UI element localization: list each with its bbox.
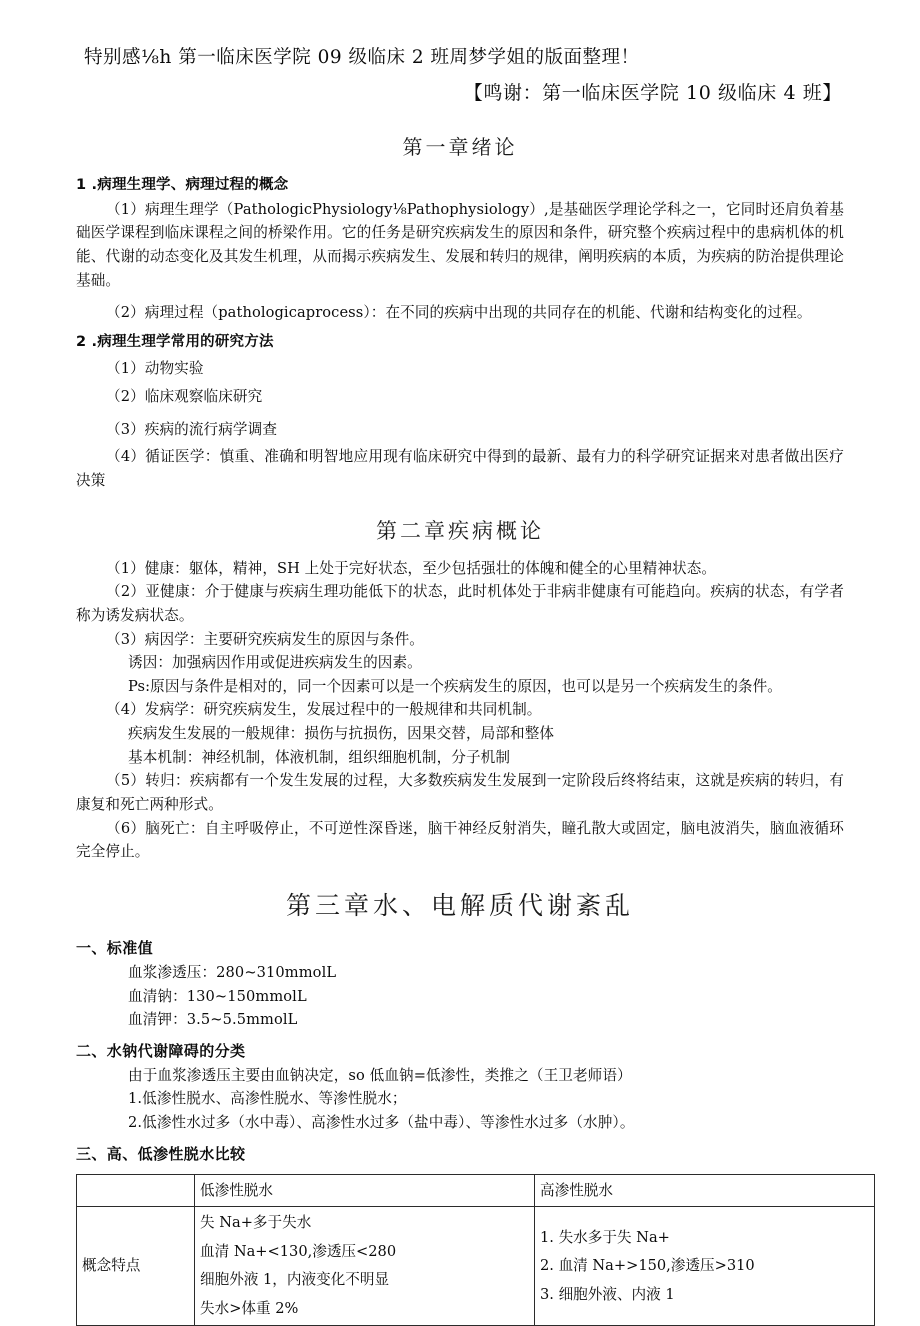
paragraph-2-6: （4）发病学：研究疾病发生，发展过程中的一般规律和共同机制。 [106, 701, 542, 719]
chapter-1-title: 第一章绪论 [402, 135, 518, 160]
paragraph-2-2: （2）亚健康：介于健康与疾病生理功能低下的状态，此时机体处于非病非健康有可能趋向。疾病的状态，有学者称为诱发病状态。 [76, 583, 844, 624]
section-heading-3-3: 三、高、低渗性脱水比较 [76, 1144, 246, 1163]
paragraph-2-4: 诱因：加强病因作用或促进疾病发生的因素。 [128, 654, 422, 672]
paragraph-3-2-2: 1.低渗性脱水、高渗性脱水、等渗性脱水； [128, 1090, 407, 1108]
table-row [77, 1207, 875, 1326]
comparison-table [76, 1174, 875, 1326]
cell-line: 3. 细胞外液、内液 1 [540, 1285, 675, 1303]
paragraph-1-2-3: （3）疾病的流行病学调查 [106, 420, 278, 438]
paragraph-1-1-1: （1）病理生理学（PathologicPhysiology⅛Pathophysiology）,是基础医学理论学科之一，它同时还肩负着基础医学课程到临床课程之间的桥梁作用。它的任务是研究疾病发生的原因和条件，研究整个疾病过程中的患病机体的机能、代谢的动态变化及其发生机理，从而揭示疾病发生、发展和转归的规律，阐明疾病的本质，为疾病的防治提供理论基础。 [76, 200, 844, 289]
chapter-3-title: 第三章水、电解质代谢紊乱 [285, 890, 634, 920]
chapter-2-title: 第二章疾病概论 [376, 518, 544, 543]
table-header-cell-hypertonic: 高渗性脱水 [535, 1174, 875, 1207]
paragraph-2-3: （3）病因学：主要研究疾病发生的原因与条件。 [106, 630, 424, 648]
table-cell-hypotonic-concept [195, 1207, 535, 1326]
paragraph-2-9: （5）转归：疾病都有一个发生发展的过程，大多数疾病发生发展到一定阶段后终将结束，这就是疾病的转归，有康复和死亡两种形式。 [76, 772, 844, 813]
paragraph-3-2-3: 2.低渗性水过多（水中毒）、高渗性水过多（盐中毒）、等渗性水过多（水肿）。 [128, 1114, 635, 1132]
paragraph-2-1: （1）健康：躯体，精神，SH 上处于完好状态，至少包括强壮的体魄和健全的心里精神状态。 [106, 559, 717, 577]
credit-line-acknowledgement: 【鸣谢：第一临床医学院 10 级临床 4 班】 [463, 81, 842, 104]
paragraph-1-2-2: （2）临床观察临床研究 [106, 388, 263, 406]
cell-line: 细胞外液 1，内液变化不明显 [200, 1271, 390, 1289]
section-heading-3-2: 二、水钠代谢障碍的分类 [76, 1041, 246, 1060]
table-row-label-concept: 概念特点 [77, 1207, 195, 1326]
standard-value-serum-sodium: 血清钠：130~150mmolL [128, 987, 307, 1005]
table-header-row [77, 1174, 875, 1207]
section-heading-3-1: 一、标准值 [76, 938, 154, 957]
table-header-cell-hypotonic: 低渗性脱水 [195, 1174, 535, 1207]
cell-line: 1. 失水多于失 Na+ [540, 1228, 670, 1246]
paragraph-1-2-4: （4）循证医学：慎重、准确和明智地应用现有临床研究中得到的最新、最有力的科学研究证据来对患者做出医疗决策 [76, 448, 844, 489]
paragraph-2-8: 基本机制：神经机制，体液机制，组织细胞机制，分子机制 [128, 748, 511, 766]
table-cell-hypertonic-concept [535, 1207, 875, 1326]
paragraph-2-10: （6）脑死亡：自主呼吸停止，不可逆性深昏迷，脑干神经反射消失，瞳孔散大或固定，脑电波消失，脑血液循环完全停止。 [76, 819, 844, 861]
cell-line: 失 Na+多于失水 [200, 1214, 312, 1232]
paragraph-3-2-1: 由于血浆渗透压主要由血钠决定，so 低血钠=低渗性，类推之（王卫老师语） [128, 1066, 632, 1084]
paragraph-1-2-1: （1）动物实验 [106, 360, 204, 378]
paragraph-1-1-2: （2）病理过程（pathologicaprocess）：在不同的疾病中出现的共同存在的机能、代谢和结构变化的过程。 [106, 304, 812, 322]
paragraph-2-5: Ps:原因与条件是相对的，同一个因素可以是一个疾病发生的原因，也可以是另一个疾病发生的条件。 [128, 677, 782, 695]
standard-value-serum-potassium: 血清钾：3.5~5.5mmolL [128, 1011, 298, 1029]
credit-line-primary: 特别感⅛h 第一临床医学院 09 级临床 2 班周梦学姐的版面整理！ [84, 47, 640, 68]
section-heading-1-2: 2 .病理生理学常用的研究方法 [76, 333, 274, 350]
cell-line: 血清 Na+<130,渗透压<280 [200, 1242, 397, 1260]
cell-line: 失水>体重 2% [200, 1299, 299, 1317]
cell-line: 2. 血清 Na+>150,渗透压>310 [540, 1257, 755, 1275]
standard-value-plasma-osmolality: 血浆渗透压：280~310mmolL [128, 963, 337, 981]
table-header-cell-blank [77, 1174, 195, 1207]
section-heading-1-1: 1 .病理生理学、病理过程的概念 [76, 177, 289, 194]
paragraph-2-7: 疾病发生发展的一般规律：损伤与抗损伤，因果交替，局部和整体 [128, 725, 555, 743]
